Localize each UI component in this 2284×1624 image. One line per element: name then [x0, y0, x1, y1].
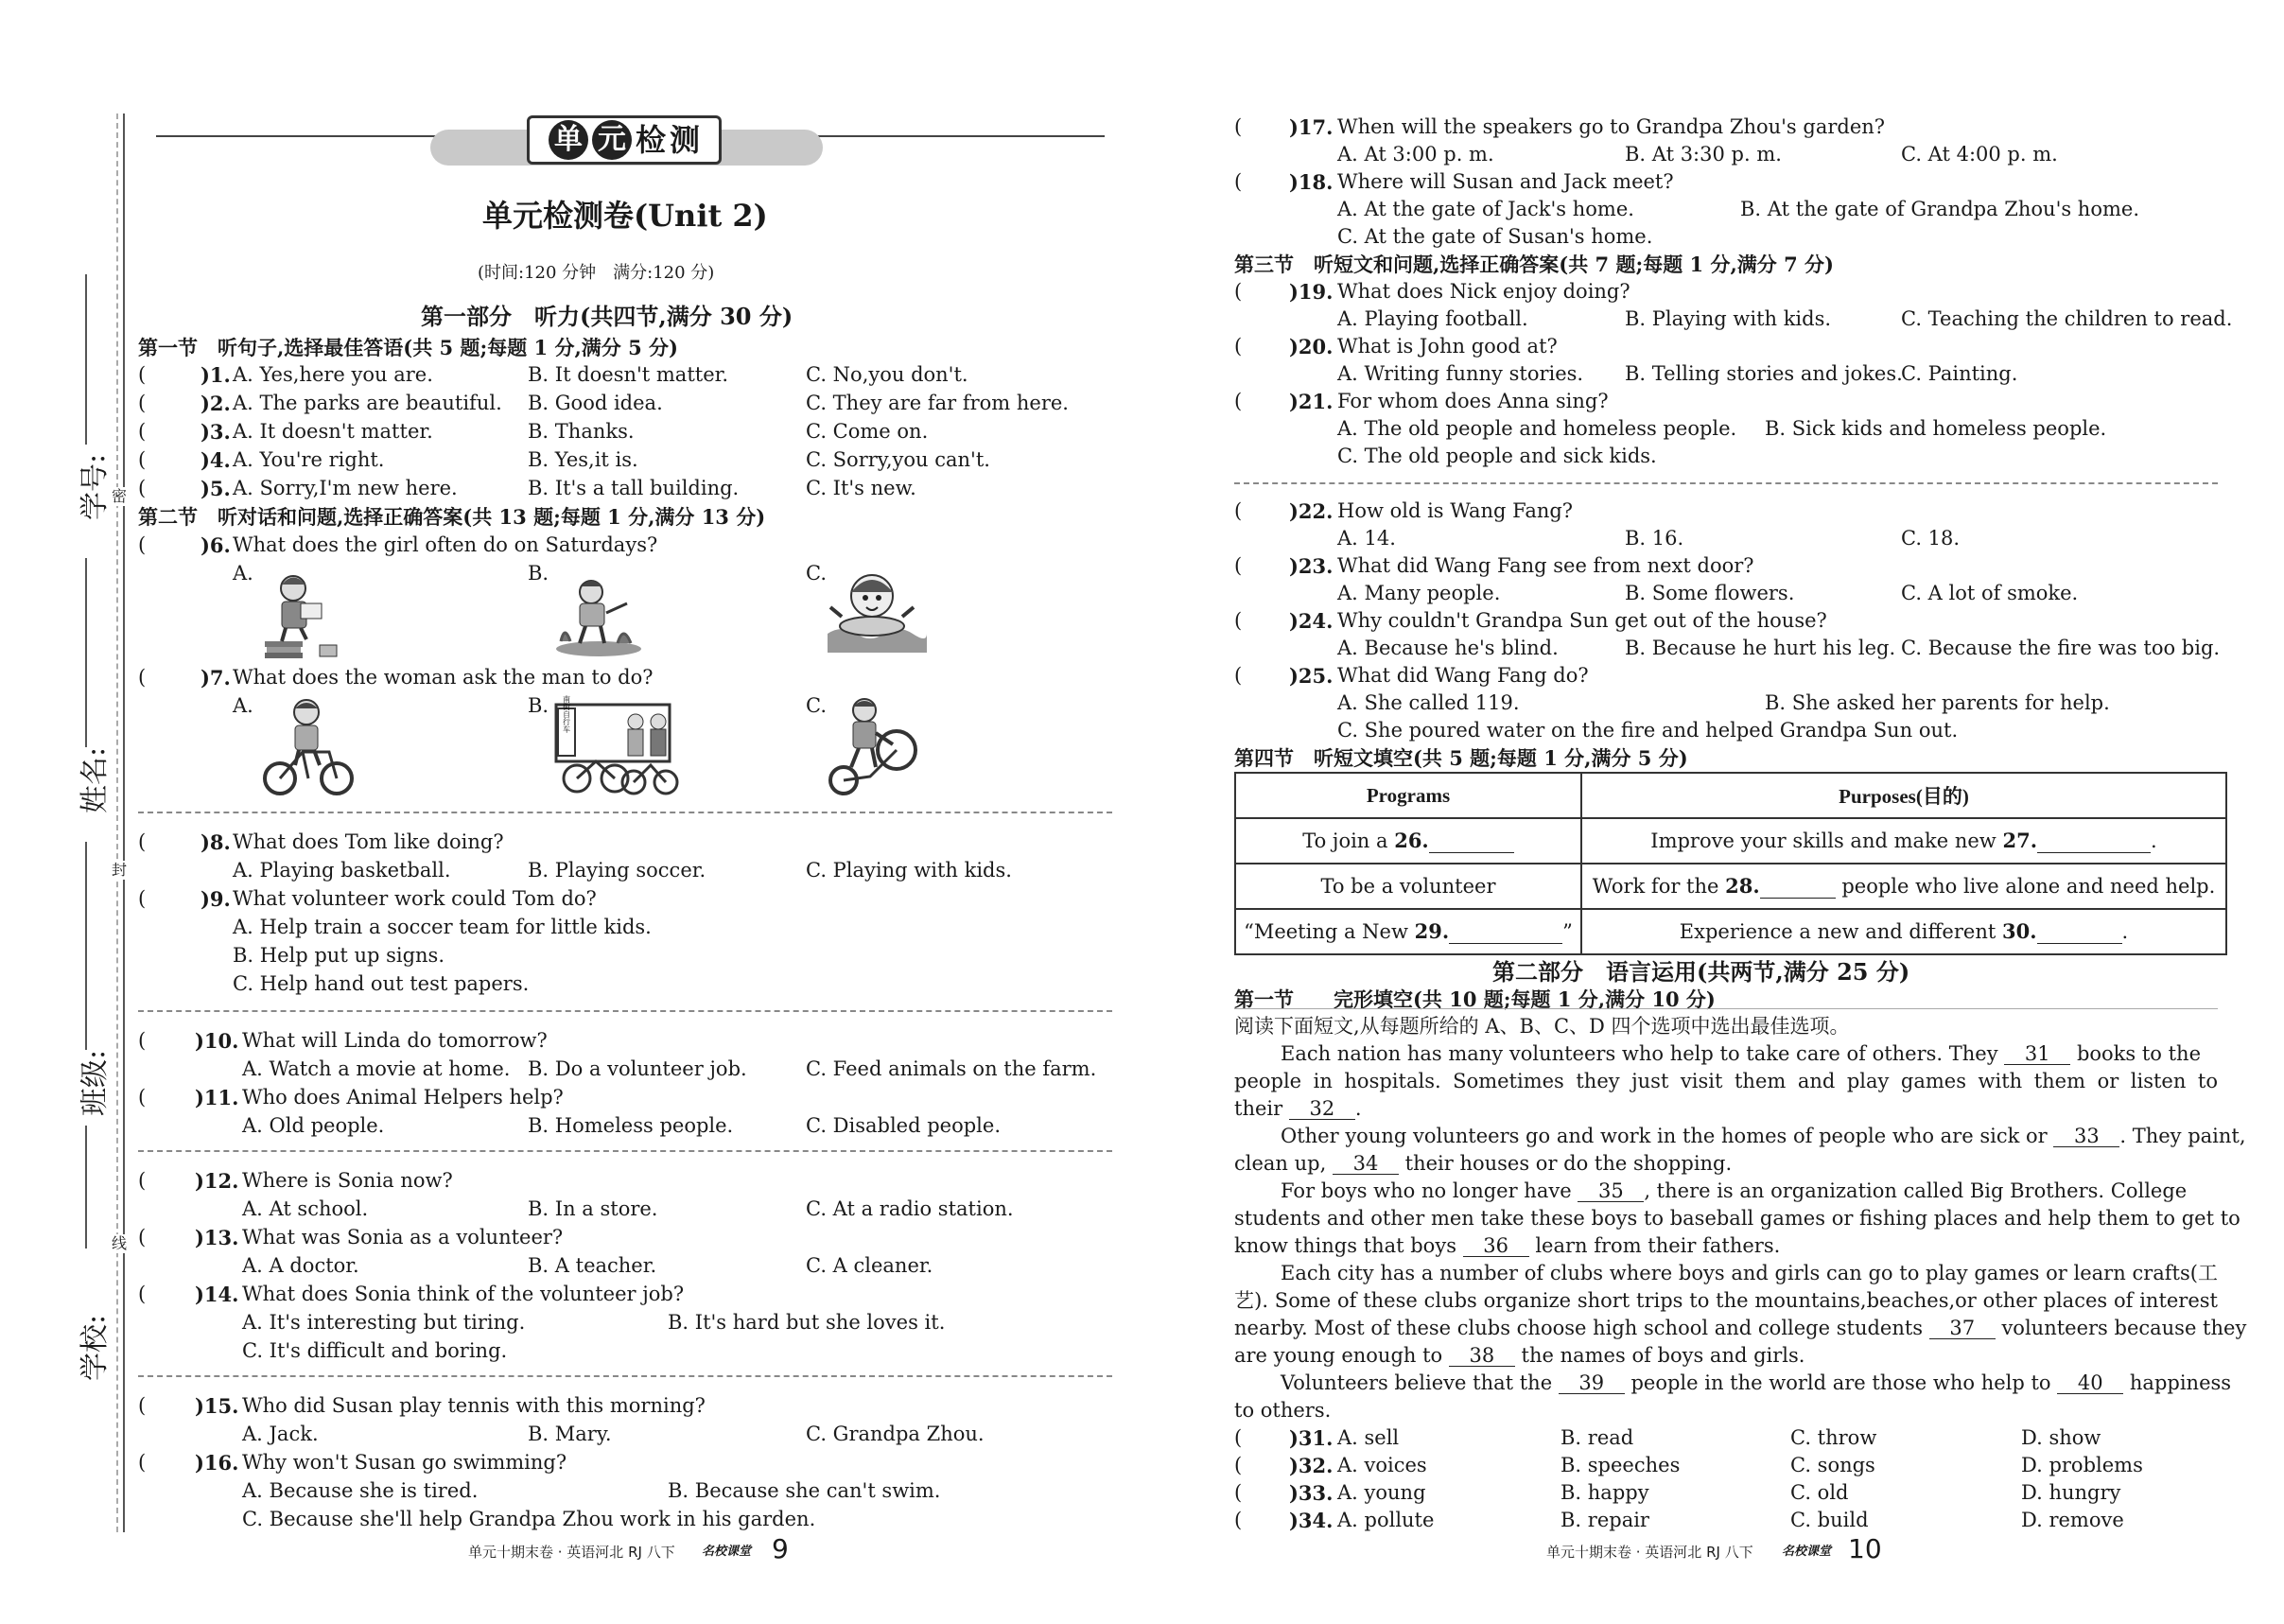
shop-sign-text: 南街自行车 — [562, 695, 571, 733]
blank-37[interactable]: 37 — [1929, 1318, 1996, 1339]
boy-riding-bike-picture[interactable] — [261, 695, 356, 797]
section1-heading: 第一节 听句子,选择最佳答语(共 5 题;每题 1 分,满分 5 分) — [138, 336, 678, 359]
footer-brand: 名校课堂 — [702, 1545, 752, 1559]
q13-num: )13. — [195, 1226, 239, 1249]
q3-option-b: B. Thanks. — [528, 420, 635, 443]
answer-paren[interactable]: ( — [138, 830, 147, 853]
q13-question: What was Sonia as a volunteer? — [242, 1226, 564, 1249]
q4-num: )4. — [201, 448, 231, 472]
margin-xingming: 姓名: — [78, 746, 113, 814]
q32-option-a: A. voices — [1337, 1454, 1427, 1476]
q10-option-a: A. Watch a movie at home. — [242, 1057, 511, 1080]
q9-num: )9. — [201, 887, 231, 911]
part2-section1-heading: 第一节 完形填空(共 10 题;每题 1 分,满分 10 分) — [1234, 987, 1716, 1011]
q6-label-b: B. — [528, 562, 549, 585]
passage-line: clean up, 34 their houses or do the shopping. — [1234, 1152, 1733, 1175]
q4-option-a: A. You're right. — [233, 448, 385, 471]
q14-num: )14. — [195, 1283, 239, 1306]
q7-num: )7. — [201, 666, 231, 690]
page-title: 单元检测卷(Unit 2) — [482, 198, 768, 234]
q7-label-b: B. — [528, 694, 549, 717]
q11-option-a: A. Old people. — [242, 1114, 385, 1137]
q2-option-b: B. Good idea. — [528, 392, 663, 414]
q7-label-a: A. — [233, 694, 253, 717]
q17-num: )17. — [1289, 115, 1334, 139]
q15-option-c: C. Grandpa Zhou. — [806, 1423, 985, 1445]
q24-question: Why couldn't Grandpa Sun get out of the house? — [1337, 609, 1827, 632]
blank-31[interactable]: 31 — [2004, 1044, 2070, 1065]
q32-option-c: C. songs — [1790, 1454, 1875, 1476]
q13-option-c: C. A cleaner. — [806, 1254, 933, 1277]
q25-question: What did Wang Fang do? — [1337, 664, 1589, 687]
q19-question: What does Nick enjoy doing? — [1337, 280, 1630, 303]
answer-paren[interactable]: ( — [1234, 1426, 1243, 1449]
page-subtitle: (时间:120 分钟 满分:120 分) — [478, 263, 715, 283]
q20-question: What is John good at? — [1337, 335, 1558, 358]
passage-line: Each nation has many volunteers who help to take care of others. They 31 books to the — [1281, 1042, 2202, 1065]
page-number-10: 10 — [1848, 1533, 1882, 1564]
banner-char: 测 — [670, 122, 701, 158]
q1-option-c: C. No,you don't. — [806, 363, 968, 386]
q33-option-c: C. old — [1790, 1481, 1849, 1504]
passage-line: know things that boys 36 learn from their fathers. — [1234, 1234, 1781, 1257]
q24-num: )24. — [1289, 609, 1334, 633]
answer-paren[interactable]: ( — [138, 477, 147, 499]
q16-option-a: A. Because she is tired. — [242, 1479, 479, 1502]
q6-label-c: C. — [806, 562, 827, 585]
q10-num: )10. — [195, 1029, 239, 1053]
girl-swimming-picture[interactable] — [823, 558, 927, 662]
footer-left-text: 单元十期末卷 · 英语河北 RJ 八下 — [468, 1544, 675, 1561]
q24-option-b: B. Because he hurt his leg. — [1625, 637, 1896, 659]
q16-num: )16. — [195, 1451, 239, 1475]
table-cell: To be a volunteer — [1235, 864, 1581, 909]
blank-36[interactable]: 36 — [1463, 1236, 1529, 1257]
q22-option-c: C. 18. — [1901, 527, 1961, 550]
blank-40[interactable]: 40 — [2057, 1373, 2123, 1394]
q9-option-c: C. Help hand out test papers. — [233, 972, 530, 995]
answer-paren[interactable]: ( — [1234, 280, 1243, 303]
q8-option-c: C. Playing with kids. — [806, 859, 1012, 882]
answer-paren[interactable]: ( — [1234, 664, 1243, 687]
part2-instruction: 阅读下面短文,从每题所给的 A、B、C、D 四个选项中选出最佳选项。 — [1234, 1015, 1850, 1038]
q31-option-b: B. read — [1560, 1426, 1634, 1449]
passage-line: For boys who no longer have 35 , there is an organization called Big Brothers. College — [1281, 1179, 2188, 1202]
q4-option-c: C. Sorry,you can't. — [806, 448, 990, 471]
binding-line — [123, 114, 125, 1532]
passage-line: students and other men take these boys to baseball games or fishing places and help them to get to — [1234, 1207, 2240, 1230]
answer-paren[interactable]: ( — [1234, 1481, 1243, 1504]
q11-question: Who does Animal Helpers help? — [242, 1086, 564, 1109]
divider — [138, 1010, 1112, 1012]
q5-num: )5. — [201, 477, 231, 500]
q8-num: )8. — [201, 830, 231, 854]
q5-option-c: C. It's new. — [806, 477, 916, 499]
q2-option-c: C. They are far from here. — [806, 392, 1069, 414]
q18-num: )18. — [1289, 170, 1334, 194]
q10-option-b: B. Do a volunteer job. — [528, 1057, 747, 1080]
q31-num: )31. — [1289, 1426, 1334, 1450]
q15-option-b: B. Mary. — [528, 1423, 612, 1445]
q2-option-a: A. The parks are beautiful. — [233, 392, 502, 414]
q23-option-b: B. Some flowers. — [1625, 582, 1795, 604]
q21-option-c: C. The old people and sick kids. — [1337, 445, 1657, 467]
binding-dash — [116, 114, 118, 1532]
q12-num: )12. — [195, 1169, 239, 1193]
q8-question: What does Tom like doing? — [233, 830, 504, 853]
q10-option-c: C. Feed animals on the farm. — [806, 1057, 1097, 1080]
blank-35[interactable]: 35 — [1578, 1181, 1644, 1202]
q14-question: What does Sonia think of the volunteer job? — [242, 1283, 685, 1305]
margin-line — [85, 558, 87, 747]
q12-option-b: B. In a store. — [528, 1197, 658, 1220]
banner-char: 检 — [635, 122, 666, 158]
q24-option-c: C. Because the fire was too big. — [1901, 637, 2221, 659]
table-cell: Experience a new and different 30. . — [1581, 909, 2226, 954]
q18-question: Where will Susan and Jack meet? — [1337, 170, 1674, 193]
margin-mi: 密 — [112, 487, 128, 505]
q23-num: )23. — [1289, 554, 1334, 578]
table-cell: “Meeting a New 29. ” — [1235, 909, 1581, 954]
q10-question: What will Linda do tomorrow? — [242, 1029, 548, 1052]
answer-paren[interactable]: ( — [138, 1394, 147, 1417]
q25-option-a: A. She called 119. — [1337, 691, 1520, 714]
q4-option-b: B. Yes,it is. — [528, 448, 638, 471]
q34-option-d: D. remove — [2021, 1509, 2124, 1531]
q11-num: )11. — [195, 1086, 239, 1109]
passage-line: their 32 . — [1234, 1097, 1362, 1120]
blank-32[interactable]: 32 — [1289, 1099, 1355, 1120]
table-cell: Improve your skills and make new 27. . — [1581, 818, 2226, 864]
answer-paren[interactable]: ( — [1234, 609, 1243, 632]
margin-line — [85, 1126, 87, 1249]
answer-paren[interactable]: ( — [1234, 1509, 1243, 1531]
answer-paren[interactable]: ( — [1234, 390, 1243, 412]
divider — [1234, 1008, 2218, 1009]
answer-paren[interactable]: ( — [138, 448, 147, 471]
passage-line: Other young volunteers go and work in the homes of people who are sick or 33 . They paint, — [1281, 1125, 2246, 1147]
q9-question: What volunteer work could Tom do? — [233, 887, 597, 910]
answer-paren[interactable]: ( — [1234, 170, 1243, 193]
q21-option-b: B. Sick kids and homeless people. — [1765, 417, 2107, 440]
q20-option-a: A. Writing funny stories. — [1337, 362, 1584, 385]
programs-table — [1234, 772, 2227, 955]
q23-option-a: A. Many people. — [1337, 582, 1501, 604]
q22-num: )22. — [1289, 499, 1334, 523]
passage-line: to others. — [1234, 1399, 1332, 1422]
answer-blank-28[interactable] — [1760, 875, 1836, 899]
answer-paren[interactable]: ( — [138, 363, 147, 386]
q6-num: )6. — [201, 533, 231, 557]
q3-option-c: C. Come on. — [806, 420, 929, 443]
answer-paren[interactable]: ( — [138, 1283, 147, 1305]
answer-paren[interactable]: ( — [1234, 115, 1243, 138]
footer-right-text: 单元十期末卷 · 英语河北 RJ 八下 — [1546, 1544, 1753, 1561]
blank-34[interactable]: 34 — [1333, 1154, 1399, 1175]
q19-option-c: C. Teaching the children to read. — [1901, 307, 2233, 330]
answer-paren[interactable]: ( — [1234, 499, 1243, 522]
section2-heading: 第二节 听对话和问题,选择正确答案(共 13 题;每题 1 分,满分 13 分) — [138, 505, 766, 529]
q34-num: )34. — [1289, 1509, 1334, 1532]
q7-question: What does the woman ask the man to do? — [233, 666, 654, 689]
q21-option-a: A. The old people and homeless people. — [1337, 417, 1737, 440]
q8-option-a: A. Playing basketball. — [233, 859, 451, 882]
q16-question: Why won't Susan go swimming? — [242, 1451, 567, 1474]
answer-paren[interactable]: ( — [138, 1451, 147, 1474]
q17-option-b: B. At 3:30 p. m. — [1625, 143, 1782, 166]
q6-question: What does the girl often do on Saturdays? — [233, 533, 658, 556]
q21-num: )21. — [1289, 390, 1334, 413]
answer-blank-30[interactable] — [2037, 920, 2122, 944]
banner-char: 单 — [549, 120, 588, 160]
q32-option-d: D. problems — [2021, 1454, 2143, 1476]
answer-blank-26[interactable] — [1429, 829, 1514, 853]
q9-option-a: A. Help train a soccer team for little kids. — [233, 916, 652, 938]
answer-paren[interactable]: ( — [138, 1169, 147, 1192]
q17-option-c: C. At 4:00 p. m. — [1901, 143, 2058, 166]
answer-paren[interactable]: ( — [1234, 1454, 1243, 1476]
q20-option-c: C. Painting. — [1901, 362, 2018, 385]
part2-heading: 第二部分 语言运用(共两节,满分 25 分) — [1492, 958, 1910, 986]
table-cell: Work for the 28. people who live alone and need help. — [1581, 864, 2226, 909]
q33-option-a: A. young — [1337, 1481, 1426, 1504]
divider — [138, 1375, 1112, 1377]
answer-paren[interactable]: ( — [138, 533, 147, 556]
bike-shop-picture[interactable] — [549, 695, 690, 797]
answer-paren[interactable]: ( — [138, 1226, 147, 1249]
q14-option-c: C. It's difficult and boring. — [242, 1339, 508, 1362]
passage-line: people in hospitals. Sometimes they just visit them and play games with them or listen to — [1234, 1070, 2218, 1092]
answer-blank-29[interactable] — [1449, 920, 1562, 944]
banner-char: 元 — [592, 120, 632, 160]
q20-option-b: B. Telling stories and jokes. — [1625, 362, 1903, 385]
q25-option-b: B. She asked her parents for help. — [1765, 691, 2110, 714]
q1-option-a: A. Yes,here you are. — [233, 363, 433, 386]
passage-line: Each city has a number of clubs where boys and girls can go to play games or learn crafts(工 — [1281, 1262, 2218, 1284]
answer-paren[interactable]: ( — [138, 887, 147, 910]
table-header-programs: Programs — [1235, 773, 1581, 818]
part1-heading: 第一部分 听力(共四节,满分 30 分) — [421, 303, 793, 330]
table-cell: To join a 26. — [1235, 818, 1581, 864]
q25-option-c: C. She poured water on the fire and helped Grandpa Sun out. — [1337, 719, 1959, 742]
banner-badge — [527, 115, 722, 165]
q21-question: For whom does Anna sing? — [1337, 390, 1609, 412]
margin-line — [85, 274, 87, 445]
q19-num: )19. — [1289, 280, 1334, 304]
q33-option-b: B. happy — [1560, 1481, 1649, 1504]
divider — [138, 1150, 1112, 1152]
answer-paren[interactable]: ( — [138, 392, 147, 414]
q17-option-a: A. At 3:00 p. m. — [1337, 143, 1494, 166]
q23-option-c: C. A lot of smoke. — [1901, 582, 2079, 604]
q18-option-c: C. At the gate of Susan's home. — [1337, 225, 1653, 248]
q25-num: )25. — [1289, 664, 1334, 688]
page-number-9: 9 — [772, 1533, 789, 1564]
q32-option-b: B. speeches — [1560, 1454, 1681, 1476]
answer-paren[interactable]: ( — [138, 1086, 147, 1109]
q5-option-b: B. It's a tall building. — [528, 477, 740, 499]
q1-option-b: B. It doesn't matter. — [528, 363, 729, 386]
q33-num: )33. — [1289, 1481, 1334, 1505]
q14-option-a: A. It's interesting but tiring. — [242, 1311, 526, 1334]
margin-xuexiao: 学校: — [78, 1314, 113, 1382]
q18-option-b: B. At the gate of Grandpa Zhou's home. — [1740, 198, 2139, 220]
answer-paren[interactable]: ( — [1234, 554, 1243, 577]
divider — [1234, 482, 2218, 484]
q18-option-a: A. At the gate of Jack's home. — [1337, 198, 1634, 220]
q24-option-a: A. Because he's blind. — [1337, 637, 1559, 659]
q1-num: )1. — [201, 363, 231, 387]
q31-option-c: C. throw — [1790, 1426, 1877, 1449]
margin-xian: 线 — [112, 1234, 128, 1252]
q8-option-b: B. Playing soccer. — [528, 859, 706, 882]
q14-option-b: B. It's hard but she loves it. — [668, 1311, 946, 1334]
q31-option-a: A. sell — [1337, 1426, 1400, 1449]
q15-num: )15. — [195, 1394, 239, 1418]
margin-line — [85, 842, 87, 1050]
q22-option-b: B. 16. — [1625, 527, 1684, 550]
q34-option-c: C. build — [1790, 1509, 1869, 1531]
footer-brand: 名校课堂 — [1782, 1545, 1832, 1559]
blank-39[interactable]: 39 — [1559, 1373, 1625, 1394]
passage-line: are young enough to 38 the names of boys and girls. — [1234, 1344, 1805, 1367]
q15-option-a: A. Jack. — [242, 1423, 319, 1445]
margin-feng: 封 — [112, 861, 128, 879]
q19-option-a: A. Playing football. — [1337, 307, 1528, 330]
answer-paren[interactable]: ( — [138, 1029, 147, 1052]
passage-line: 艺). Some of these clubs organize short trips to the mountains,beaches,or other places of interest — [1234, 1289, 2218, 1312]
girl-reading-picture[interactable] — [253, 566, 339, 660]
q2-num: )2. — [201, 392, 231, 415]
q12-question: Where is Sonia now? — [242, 1169, 453, 1192]
answer-paren[interactable]: ( — [138, 666, 147, 689]
q6-label-a: A. — [233, 562, 253, 585]
boy-repairing-bike-picture[interactable] — [823, 695, 917, 797]
margin-xuehao: 学号: — [78, 453, 113, 521]
answer-paren[interactable]: ( — [138, 420, 147, 443]
passage-line: Volunteers believe that the 39 people in the world are those who help to 40 happiness — [1281, 1371, 2232, 1394]
q16-option-b: B. Because she can't swim. — [668, 1479, 941, 1502]
q31-option-d: D. show — [2021, 1426, 2101, 1449]
q19-option-b: B. Playing with kids. — [1625, 307, 1832, 330]
q20-num: )20. — [1289, 335, 1334, 358]
margin-banji: 班级: — [78, 1049, 113, 1117]
q22-option-a: A. 14. — [1337, 527, 1396, 550]
q9-option-b: B. Help put up signs. — [233, 944, 445, 967]
q15-question: Who did Susan play tennis with this morning? — [242, 1394, 706, 1417]
q32-num: )32. — [1289, 1454, 1334, 1477]
answer-paren[interactable]: ( — [1234, 335, 1243, 358]
q3-option-a: A. It doesn't matter. — [233, 420, 433, 443]
q13-option-a: A. A doctor. — [242, 1254, 359, 1277]
answer-blank-27[interactable] — [2037, 829, 2151, 853]
section3-heading: 第三节 听短文和问题,选择正确答案(共 7 题;每题 1 分,满分 7 分) — [1234, 253, 1834, 276]
q5-option-a: A. Sorry,I'm new here. — [233, 477, 458, 499]
q11-option-b: B. Homeless people. — [528, 1114, 734, 1137]
divider — [138, 812, 1112, 813]
q17-question: When will the speakers go to Grandpa Zhou's garden? — [1337, 115, 1886, 138]
q22-question: How old is Wang Fang? — [1337, 499, 1574, 522]
q34-option-b: B. repair — [1560, 1509, 1649, 1531]
girl-gardening-picture[interactable] — [551, 566, 646, 660]
q16-option-c: C. Because she'll help Grandpa Zhou work in his garden. — [242, 1508, 816, 1530]
section4-heading: 第四节 听短文填空(共 5 题;每题 1 分,满分 5 分) — [1234, 746, 1688, 770]
q3-num: )3. — [201, 420, 231, 444]
passage-line: nearby. Most of these clubs choose high school and college students 37 volunteers because they — [1234, 1317, 2247, 1339]
q13-option-b: B. A teacher. — [528, 1254, 657, 1277]
q33-option-d: D. hungry — [2021, 1481, 2121, 1504]
q23-question: What did Wang Fang see from next door? — [1337, 554, 1754, 577]
q7-label-c: C. — [806, 694, 827, 717]
q34-option-a: A. pollute — [1337, 1509, 1435, 1531]
blank-33[interactable]: 33 — [2053, 1126, 2119, 1147]
q11-option-c: C. Disabled people. — [806, 1114, 1002, 1137]
table-header-purposes: Purposes(目的) — [1581, 773, 2226, 818]
blank-38[interactable]: 38 — [1449, 1346, 1515, 1367]
q12-option-a: A. At school. — [242, 1197, 369, 1220]
q12-option-c: C. At a radio station. — [806, 1197, 1014, 1220]
